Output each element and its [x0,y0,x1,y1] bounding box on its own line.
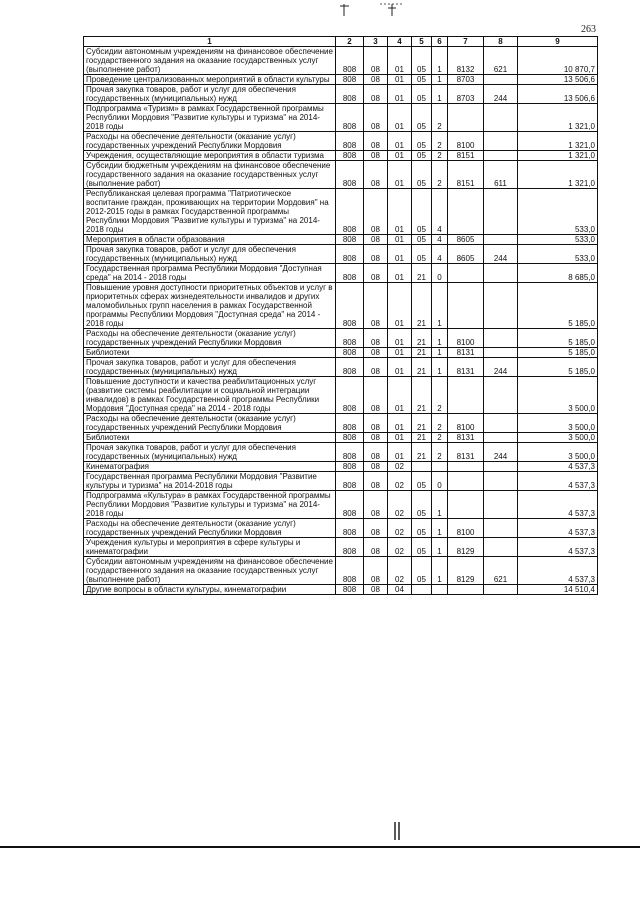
row-code-6: 2 [432,161,448,189]
binding-mark-top [340,2,410,16]
row-amount: 4 537,3 [518,472,598,491]
table-row [84,329,598,348]
row-code-7: 8129 [448,538,484,557]
row-code-3: 08 [364,85,388,104]
table-row [84,491,598,519]
row-code-6: 1 [432,283,448,329]
row-code-5: 05 [412,85,432,104]
row-code-3: 08 [364,557,388,585]
row-code-4: 01 [388,245,412,264]
row-description: Прочая закупка товаров, работ и услуг для обеспечения государственных (муниципальных) нужд [84,85,336,104]
row-code-4: 01 [388,75,412,85]
row-code-6: 1 [432,348,448,358]
row-code-7: 8131 [448,433,484,443]
row-amount: 1 321,0 [518,104,598,132]
row-description: Учреждения культуры и мероприятия в сфере культуры и кинематографии [84,538,336,557]
column-header: 3 [364,37,388,47]
row-amount: 8 685,0 [518,264,598,283]
row-description: Расходы на обеспечение деятельности (оказание услуг) государственных учреждений Республики Мордовия [84,414,336,433]
row-code-6: 4 [432,189,448,235]
row-code-6: 2 [432,151,448,161]
row-amount: 13 506,6 [518,85,598,104]
row-code-8 [484,189,518,235]
row-amount: 4 537,3 [518,538,598,557]
row-code-4: 01 [388,329,412,348]
row-code-8 [484,75,518,85]
page-number: 263 [581,24,596,35]
table-row [84,235,598,245]
column-header: 7 [448,37,484,47]
row-code-3: 08 [364,235,388,245]
row-code-4: 01 [388,235,412,245]
row-code-3: 08 [364,377,388,414]
row-code-8 [484,348,518,358]
row-code-6 [432,462,448,472]
row-code-3: 08 [364,491,388,519]
row-description: Субсидии автономным учреждениям на финансовое обеспечение государственного задания на оказание государственных услуг (выполнение работ) [84,557,336,585]
column-header: 5 [412,37,432,47]
row-code-7 [448,377,484,414]
row-code-8: 621 [484,557,518,585]
row-code-4: 01 [388,151,412,161]
row-code-2: 808 [336,538,364,557]
table-row [84,585,598,595]
row-code-3: 08 [364,151,388,161]
row-code-7 [448,104,484,132]
row-code-2: 808 [336,75,364,85]
row-code-6: 0 [432,264,448,283]
row-code-3: 08 [364,104,388,132]
row-code-5: 21 [412,433,432,443]
row-amount: 1 321,0 [518,151,598,161]
row-code-8 [484,519,518,538]
column-header: 9 [518,37,598,47]
row-code-4: 01 [388,414,412,433]
row-code-7: 8131 [448,443,484,462]
row-code-8 [484,235,518,245]
row-amount: 4 537,3 [518,557,598,585]
row-description: Расходы на обеспечение деятельности (оказание услуг) государственных учреждений Республики Мордовия [84,519,336,538]
row-code-4: 01 [388,104,412,132]
row-amount: 10 870,7 [518,47,598,75]
row-code-6: 2 [432,377,448,414]
budget-table [83,36,598,595]
row-code-8 [484,472,518,491]
row-amount: 4 537,3 [518,462,598,472]
table-row [84,161,598,189]
row-code-3: 08 [364,189,388,235]
row-code-7: 8131 [448,348,484,358]
row-code-2: 808 [336,348,364,358]
row-description: Прочая закупка товаров, работ и услуг для обеспечения государственных (муниципальных) нужд [84,245,336,264]
row-code-6: 1 [432,329,448,348]
row-code-8 [484,538,518,557]
row-code-4: 01 [388,161,412,189]
row-code-2: 808 [336,414,364,433]
row-code-6: 0 [432,472,448,491]
row-description: Учреждения, осуществляющие мероприятия в области туризма [84,151,336,161]
row-code-7 [448,283,484,329]
row-code-6: 1 [432,75,448,85]
row-code-8 [484,414,518,433]
row-code-8 [484,264,518,283]
row-code-7: 8100 [448,329,484,348]
row-code-3: 08 [364,245,388,264]
table-row [84,104,598,132]
table-row [84,47,598,75]
row-code-2: 808 [336,85,364,104]
table-row [84,151,598,161]
table-row [84,538,598,557]
row-code-2: 808 [336,104,364,132]
row-description: Субсидии бюджетным учреждениям на финансовое обеспечение государственного задания на оказание государственных услуг (выполнение работ) [84,161,336,189]
table-row [84,189,598,235]
row-amount: 14 510,4 [518,585,598,595]
row-code-3: 08 [364,414,388,433]
row-code-5: 05 [412,235,432,245]
row-code-8: 244 [484,245,518,264]
row-code-6 [432,585,448,595]
row-code-4: 01 [388,443,412,462]
row-code-7: 8605 [448,235,484,245]
table-row [84,377,598,414]
row-code-8: 244 [484,358,518,377]
column-header: 2 [336,37,364,47]
row-code-6: 1 [432,519,448,538]
row-code-5: 05 [412,132,432,151]
row-code-7: 8151 [448,151,484,161]
row-code-3: 08 [364,348,388,358]
row-code-4: 01 [388,189,412,235]
row-code-3: 08 [364,161,388,189]
row-code-6: 1 [432,557,448,585]
row-description: Расходы на обеспечение деятельности (оказание услуг) государственных учреждений Республики Мордовия [84,329,336,348]
table-row [84,443,598,462]
row-code-2: 808 [336,329,364,348]
row-code-2: 808 [336,132,364,151]
row-code-5: 21 [412,348,432,358]
row-code-6: 1 [432,85,448,104]
row-code-5: 05 [412,245,432,264]
row-code-3: 08 [364,132,388,151]
row-code-6: 1 [432,47,448,75]
row-amount: 13 506,6 [518,75,598,85]
row-code-3: 08 [364,538,388,557]
row-code-3: 08 [364,47,388,75]
row-code-6: 2 [432,414,448,433]
row-description: Подпрограмма «Культура» в рамках Государственной программы Республики Мордовия "Развитие культуры и туризма" на 2014-2018 годы [84,491,336,519]
row-code-2: 808 [336,433,364,443]
row-code-4: 02 [388,519,412,538]
row-code-4: 04 [388,585,412,595]
table-row [84,414,598,433]
row-code-2: 808 [336,358,364,377]
row-code-3: 08 [364,433,388,443]
row-code-4: 02 [388,538,412,557]
table-row [84,75,598,85]
row-code-4: 02 [388,557,412,585]
row-code-6: 4 [432,245,448,264]
row-code-2: 808 [336,235,364,245]
row-code-5: 21 [412,329,432,348]
row-description: Повышение уровня доступности приоритетных объектов и услуг в приоритетных сферах жизнедеятельности инвалидов и других маломобильных групп населения в рамках Государственной программы Республики Мордовия "Доступная среда" на 2014 - 2018 годы [84,283,336,329]
row-code-5: 05 [412,151,432,161]
row-amount: 5 185,0 [518,329,598,348]
row-description: Прочая закупка товаров, работ и услуг для обеспечения государственных (муниципальных) нужд [84,358,336,377]
column-header: 4 [388,37,412,47]
table-row [84,85,598,104]
row-code-6: 4 [432,235,448,245]
row-code-8 [484,104,518,132]
row-code-5 [412,585,432,595]
row-code-7 [448,462,484,472]
row-code-2: 808 [336,557,364,585]
row-code-8: 611 [484,161,518,189]
row-code-2: 808 [336,245,364,264]
row-code-8 [484,132,518,151]
row-code-5 [412,462,432,472]
row-description: Прочая закупка товаров, работ и услуг для обеспечения государственных (муниципальных) нужд [84,443,336,462]
row-code-7: 8100 [448,414,484,433]
table-row [84,132,598,151]
row-code-7: 8132 [448,47,484,75]
column-header: 8 [484,37,518,47]
row-code-3: 08 [364,329,388,348]
row-code-3: 08 [364,585,388,595]
row-amount: 4 537,3 [518,491,598,519]
row-description: Библиотеки [84,348,336,358]
row-code-5: 05 [412,75,432,85]
row-code-4: 01 [388,348,412,358]
row-description: Библиотеки [84,433,336,443]
row-code-4: 01 [388,47,412,75]
row-code-4: 01 [388,85,412,104]
row-code-6: 2 [432,433,448,443]
row-code-5: 21 [412,264,432,283]
row-code-6: 2 [432,104,448,132]
row-code-6: 1 [432,491,448,519]
row-code-6: 1 [432,538,448,557]
row-amount: 533,0 [518,245,598,264]
row-description: Мероприятия в области образования [84,235,336,245]
row-code-5: 05 [412,189,432,235]
binding-mark-bottom [392,822,402,840]
row-code-3: 08 [364,519,388,538]
row-code-4: 01 [388,358,412,377]
row-code-3: 08 [364,75,388,85]
row-code-8 [484,151,518,161]
row-amount: 3 500,0 [518,433,598,443]
row-code-3: 08 [364,443,388,462]
row-code-3: 08 [364,264,388,283]
row-code-8 [484,433,518,443]
row-amount: 3 500,0 [518,414,598,433]
table-row [84,283,598,329]
row-code-2: 808 [336,462,364,472]
row-code-2: 808 [336,377,364,414]
table-row [84,264,598,283]
row-code-5: 05 [412,47,432,75]
row-code-2: 808 [336,264,364,283]
row-code-8: 244 [484,443,518,462]
row-code-7: 8129 [448,557,484,585]
row-description: Повышение доступности и качества реабилитационных услуг (развитие системы реабилитации и социальной интеграции инвалидов) в рамках Государственной программы Республики Мордовия "Доступная среда" на 2014 - 2018 годы [84,377,336,414]
row-code-8 [484,491,518,519]
table-row [84,519,598,538]
row-amount: 1 321,0 [518,161,598,189]
row-code-5: 05 [412,161,432,189]
row-amount: 533,0 [518,235,598,245]
row-amount: 5 185,0 [518,283,598,329]
row-code-2: 808 [336,189,364,235]
row-code-4: 01 [388,264,412,283]
row-code-2: 808 [336,519,364,538]
row-description: Государственная программа Республики Мордовия "Доступная среда" на 2014 - 2018 годы [84,264,336,283]
row-code-5: 21 [412,358,432,377]
row-code-2: 808 [336,491,364,519]
row-code-7: 8100 [448,519,484,538]
page-bottom-rule [0,846,640,848]
row-amount: 4 537,3 [518,519,598,538]
row-code-4: 01 [388,433,412,443]
row-code-7: 8100 [448,132,484,151]
row-description: Кинематография [84,462,336,472]
row-code-7 [448,491,484,519]
row-code-5: 05 [412,557,432,585]
table-row [84,462,598,472]
table-row [84,245,598,264]
row-code-2: 808 [336,443,364,462]
row-code-4: 01 [388,377,412,414]
row-code-5: 21 [412,443,432,462]
row-description: Субсидии автономным учреждениям на финансовое обеспечение государственного задания на оказание государственных услуг (выполнение работ) [84,47,336,75]
table-row [84,557,598,585]
row-code-5: 05 [412,472,432,491]
row-description: Расходы на обеспечение деятельности (оказание услуг) государственных учреждений Республики Мордовия [84,132,336,151]
table-row [84,358,598,377]
row-code-8 [484,585,518,595]
row-description: Республиканская целевая программа "Патриотическое воспитание граждан, проживающих на территории Мордовия" на 2012-2015 годы в рамках Государственной программы Республики Мордовия "Развитие культуры и туризма" на 2014-2018 годы [84,189,336,235]
row-code-5: 05 [412,519,432,538]
table-row [84,472,598,491]
row-code-5: 21 [412,414,432,433]
row-code-7: 8703 [448,75,484,85]
row-description: Проведение централизованных мероприятий в области культуры [84,75,336,85]
row-code-5: 21 [412,377,432,414]
row-code-5: 21 [412,283,432,329]
row-description: Государственная программа Республики Мордовия "Развитие культуры и туризма" на 2014-2018 годы [84,472,336,491]
row-code-7 [448,585,484,595]
row-code-8 [484,377,518,414]
row-code-2: 808 [336,283,364,329]
row-amount: 1 321,0 [518,132,598,151]
row-code-8: 244 [484,85,518,104]
row-amount: 5 185,0 [518,358,598,377]
row-code-7: 8605 [448,245,484,264]
row-code-7 [448,472,484,491]
row-code-6: 2 [432,132,448,151]
row-code-2: 808 [336,585,364,595]
header-row [84,37,598,47]
row-code-2: 808 [336,47,364,75]
column-header: 1 [84,37,336,47]
row-code-7: 8151 [448,161,484,189]
row-code-7: 8703 [448,85,484,104]
row-code-3: 08 [364,358,388,377]
row-code-4: 02 [388,472,412,491]
row-code-8 [484,283,518,329]
row-amount: 5 185,0 [518,348,598,358]
row-code-5: 05 [412,491,432,519]
row-code-7 [448,264,484,283]
row-code-6: 2 [432,443,448,462]
row-code-3: 08 [364,283,388,329]
row-code-4: 02 [388,462,412,472]
table-row [84,433,598,443]
row-code-4: 01 [388,283,412,329]
column-header: 6 [432,37,448,47]
row-amount: 3 500,0 [518,443,598,462]
row-code-2: 808 [336,161,364,189]
row-code-6: 1 [432,358,448,377]
row-code-3: 08 [364,472,388,491]
row-code-8: 621 [484,47,518,75]
row-code-3: 08 [364,462,388,472]
row-code-8 [484,329,518,348]
table-row [84,348,598,358]
row-code-7: 8131 [448,358,484,377]
row-code-7 [448,189,484,235]
row-code-4: 01 [388,132,412,151]
row-code-5: 05 [412,538,432,557]
row-code-2: 808 [336,472,364,491]
row-code-8 [484,462,518,472]
row-code-5: 05 [412,104,432,132]
row-amount: 3 500,0 [518,377,598,414]
row-code-2: 808 [336,151,364,161]
row-description: Другие вопросы в области культуры, кинематографии [84,585,336,595]
row-description: Подпрограмма «Туризм» в рамках Государственной программы Республики Мордовия "Развитие культуры и туризма" на 2014-2018 годы [84,104,336,132]
row-amount: 533,0 [518,189,598,235]
row-code-4: 02 [388,491,412,519]
